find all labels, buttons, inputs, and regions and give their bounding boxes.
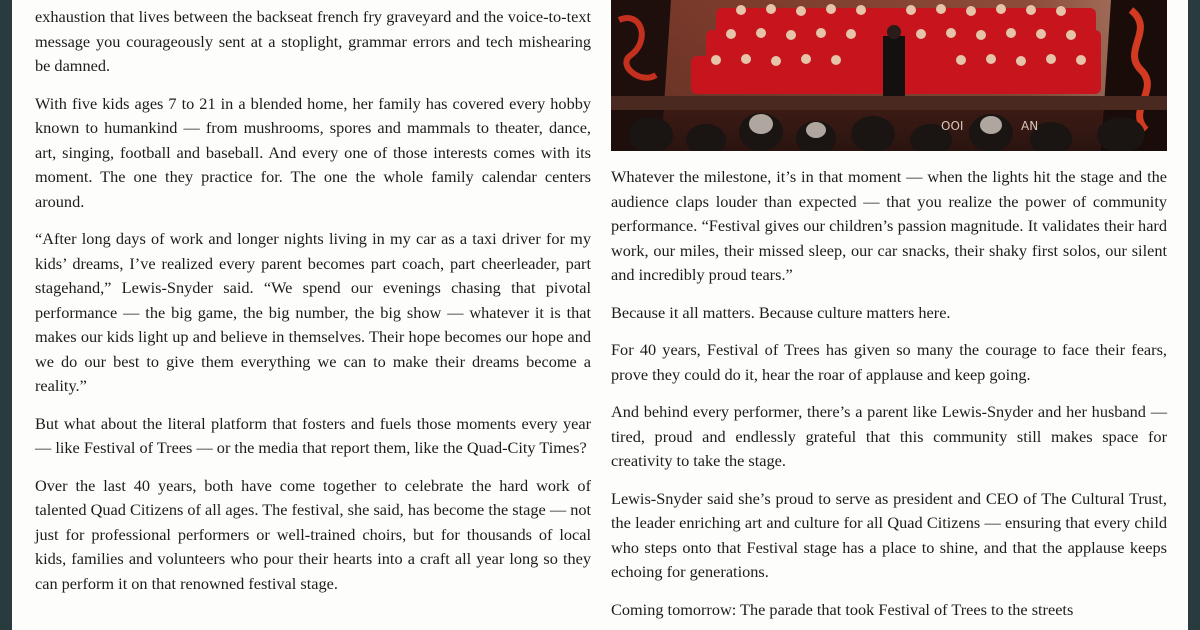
article-page [12, 0, 1188, 630]
article-paragraph: Because it all matters. Because culture matters here. [611, 302, 951, 322]
article-paragraph: Lewis-Snyder said she’s proud to serve as president and CEO of The Cultural Trust, the leader enriching art and culture for all Quad Citizens — ensuring that every child who steps onto that Festival stage has a place to shine, and that the applause keeps echoing for generations. [611, 488, 1167, 581]
article-paragraph: For 40 years, Festival of Trees has given so many the courage to face their fears, prove they could do it, hear the roar of applause and keep going. [611, 340, 1167, 384]
article-paragraph: Over the last 40 years, both have come together to celebrate the hard work of talented Quad Citizens of all ages. The festival, she said, has become the stage — not just for professional performers or well-trained choirs, but for thousands of local kids, families and volunteers who pour their hearts into a craft all year long so they can perform it on that renowned festival stage. [35, 475, 591, 593]
coming-tomorrow-teaser: Coming tomorrow: The parade that took Festival of Trees to the streets [611, 599, 1074, 619]
article-paragraph: But what about the literal platform that fosters and fuels those moments every year — like Festival of Trees — or the media that report them, like the Quad-City Times? [35, 413, 591, 457]
banner-text: OOI [941, 119, 964, 133]
right-column [611, 0, 1167, 630]
choir-photo [611, 0, 1167, 151]
article-paragraph: With five kids ages 7 to 21 in a blended home, her family has covered every hobby known to humankind — from mushrooms, spores and mammals to theater, dance, art, singing, football and baseball. And every one of those interests comes with its moment. The one they practice for. The one the whole family calendar centers around. [35, 93, 591, 211]
left-column [35, 5, 591, 609]
article-paragraph: exhaustion that lives between the backseat french fry graveyard and the voice-to-text message you courageously sent at a stoplight, grammar errors and tech mishearing be damned. [35, 7, 591, 75]
article-paragraph: Whatever the milestone, it’s in that moment — when the lights hit the stage and the audience claps louder than expected — that you realize the power of community performance. “Festival gives our children’s passion magnitude. It validates their hard work, our miles, their missed sleep, our car snacks, their shaky first solos, our silent and incredibly proud tears.” [611, 167, 1167, 284]
choir-photo-illustration [611, 0, 1167, 151]
article-paragraph: “After long days of work and longer nights living in my car as a taxi driver for my kids’ dreams, I’ve realized every parent becomes part coach, part cheerleader, part stagehand,” Lewis-Snyder said. “We spend our evenings chasing that pivotal performance — the big game, the big number, the big show — whatever it is that makes our kids light up and believe in themselves. Their hope becomes our hope and we do our best to give them everything we can to make their dreams become a reality.” [35, 229, 591, 395]
banner-text-2: AN [1021, 119, 1039, 133]
article-paragraph: And behind every performer, there’s a parent like Lewis-Snyder and her husband — tired, proud and endlessly grateful that this community still makes space for creativity to take the stage. [611, 402, 1167, 470]
